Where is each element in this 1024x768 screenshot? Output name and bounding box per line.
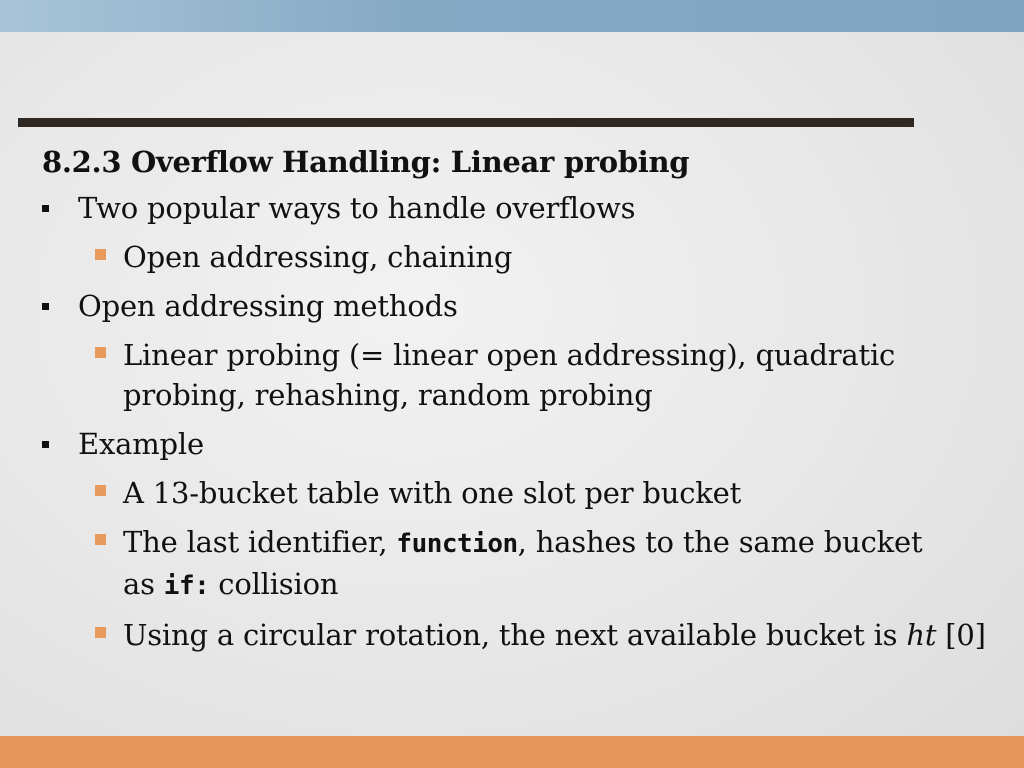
italic-ht: ht [906,618,937,652]
code-if: if: [163,571,210,601]
bullet-item [42,286,1012,326]
sub-bullet-text: Open addressing, chaining [123,240,513,274]
bullet-item [42,188,1012,228]
slide-content [42,140,1012,664]
orange-square-bullet-icon [95,627,106,638]
code-function: function [396,529,518,559]
sub-bullet-item [42,522,1012,606]
sub-bullet-item [42,473,1012,513]
square-bullet-icon [42,303,49,310]
sub-bullet-text: collision [209,567,339,601]
bullet-text: Open addressing methods [78,289,458,323]
square-bullet-icon [42,441,49,448]
sub-bullet-text: Using a circular rotation, the next available bucket is [123,618,907,652]
bottom-accent-bar [0,736,1024,768]
sub-bullet-text: The last identifier, [123,525,397,559]
sub-bullet-text: A 13-bucket table with one slot per bucket [123,476,742,510]
title-divider-rule [18,118,914,127]
sub-bullet-item [42,615,1012,655]
square-bullet-icon [42,205,49,212]
orange-square-bullet-icon [95,347,106,358]
sub-bullet-text-line1: Linear probing (= linear open addressing), quadratic [123,338,896,372]
sub-bullet-text-line2: probing, rehashing, random probing [123,378,653,412]
sub-bullet-text: , hashes to the same bucket [517,525,923,559]
sub-bullet-text: [0] [936,618,986,652]
bullet-text: Example [78,427,204,461]
sub-bullet-item [42,237,1012,277]
sub-bullet-item [42,335,1012,415]
slide-title: 8.2.3 Overflow Handling: Linear probing [42,145,690,179]
orange-square-bullet-icon [95,534,106,545]
orange-square-bullet-icon [95,249,106,260]
bullet-item [42,424,1012,464]
bullet-text: Two popular ways to handle overflows [78,191,636,225]
top-accent-bar [0,0,1024,32]
sub-bullet-text: as [123,567,164,601]
orange-square-bullet-icon [95,485,106,496]
